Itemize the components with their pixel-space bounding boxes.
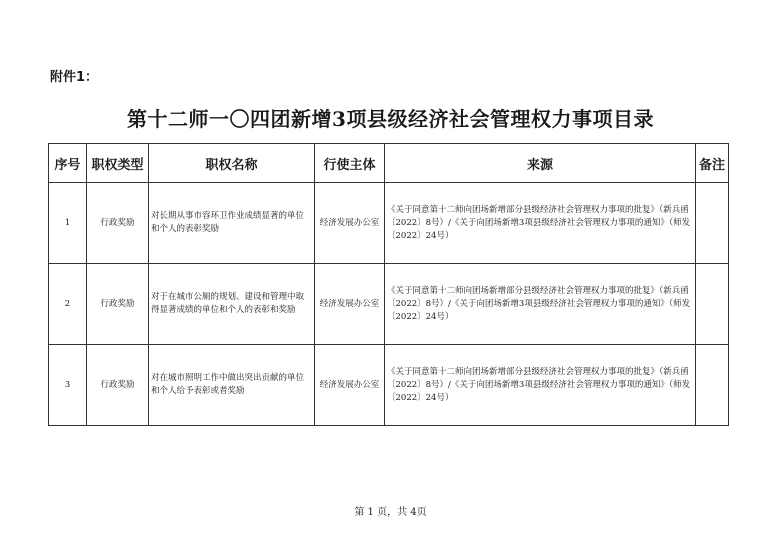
cell-type: 行政奖励 [87, 183, 149, 264]
cell-name: 对在城市照明工作中做出突出贡献的单位和个人给予表彰或者奖励 [149, 345, 315, 426]
table-header-row [49, 144, 729, 183]
cell-name: 对长期从事市容环卫作业成绩显著的单位和个人的表彰奖励 [149, 183, 315, 264]
cell-source: 《关于同意第十二师向团场新增部分县级经济社会管理权力事项的批复》（新兵函〔2022〕8号）/《关于向团场新增3项县级经济社会管理权力事项的通知》（师发〔2022〕24号） [385, 183, 696, 264]
header-name: 职权名称 [149, 144, 315, 183]
cell-subject: 经济发展办公室 [315, 183, 385, 264]
cell-remark [696, 183, 729, 264]
cell-subject: 经济发展办公室 [315, 345, 385, 426]
cell-seq: 2 [49, 264, 87, 345]
cell-subject: 经济发展办公室 [315, 264, 385, 345]
cell-type: 行政奖励 [87, 345, 149, 426]
page-title: 第十二师一〇四团新增3项县级经济社会管理权力事项目录 [127, 107, 654, 131]
header-type: 职权类型 [87, 144, 149, 183]
cell-source: 《关于同意第十二师向团场新增部分县级经济社会管理权力事项的批复》（新兵函〔2022〕8号）/《关于向团场新增3项县级经济社会管理权力事项的通知》（师发〔2022〕24号） [385, 345, 696, 426]
header-seq: 序号 [49, 144, 87, 183]
page-footer: 第 1 页，共 4页 [354, 507, 427, 518]
table-row [49, 183, 729, 264]
cell-remark [696, 264, 729, 345]
cell-remark [696, 345, 729, 426]
attachment-label: 附件1： [50, 70, 99, 85]
cell-name: 对于在城市公厕的规划、建设和管理中取得显著成绩的单位和个人的表彰和奖励 [149, 264, 315, 345]
table-row [49, 345, 729, 426]
cell-seq: 3 [49, 345, 87, 426]
cell-source: 《关于同意第十二师向团场新增部分县级经济社会管理权力事项的批复》（新兵函〔2022〕8号）/《关于向团场新增3项县级经济社会管理权力事项的通知》（师发〔2022〕24号） [385, 264, 696, 345]
header-remark: 备注 [696, 144, 729, 183]
table-row [49, 264, 729, 345]
cell-type: 行政奖励 [87, 264, 149, 345]
cell-seq: 1 [49, 183, 87, 264]
header-subject: 行使主体 [315, 144, 385, 183]
catalog-table [48, 143, 729, 426]
header-source: 来源 [385, 144, 696, 183]
